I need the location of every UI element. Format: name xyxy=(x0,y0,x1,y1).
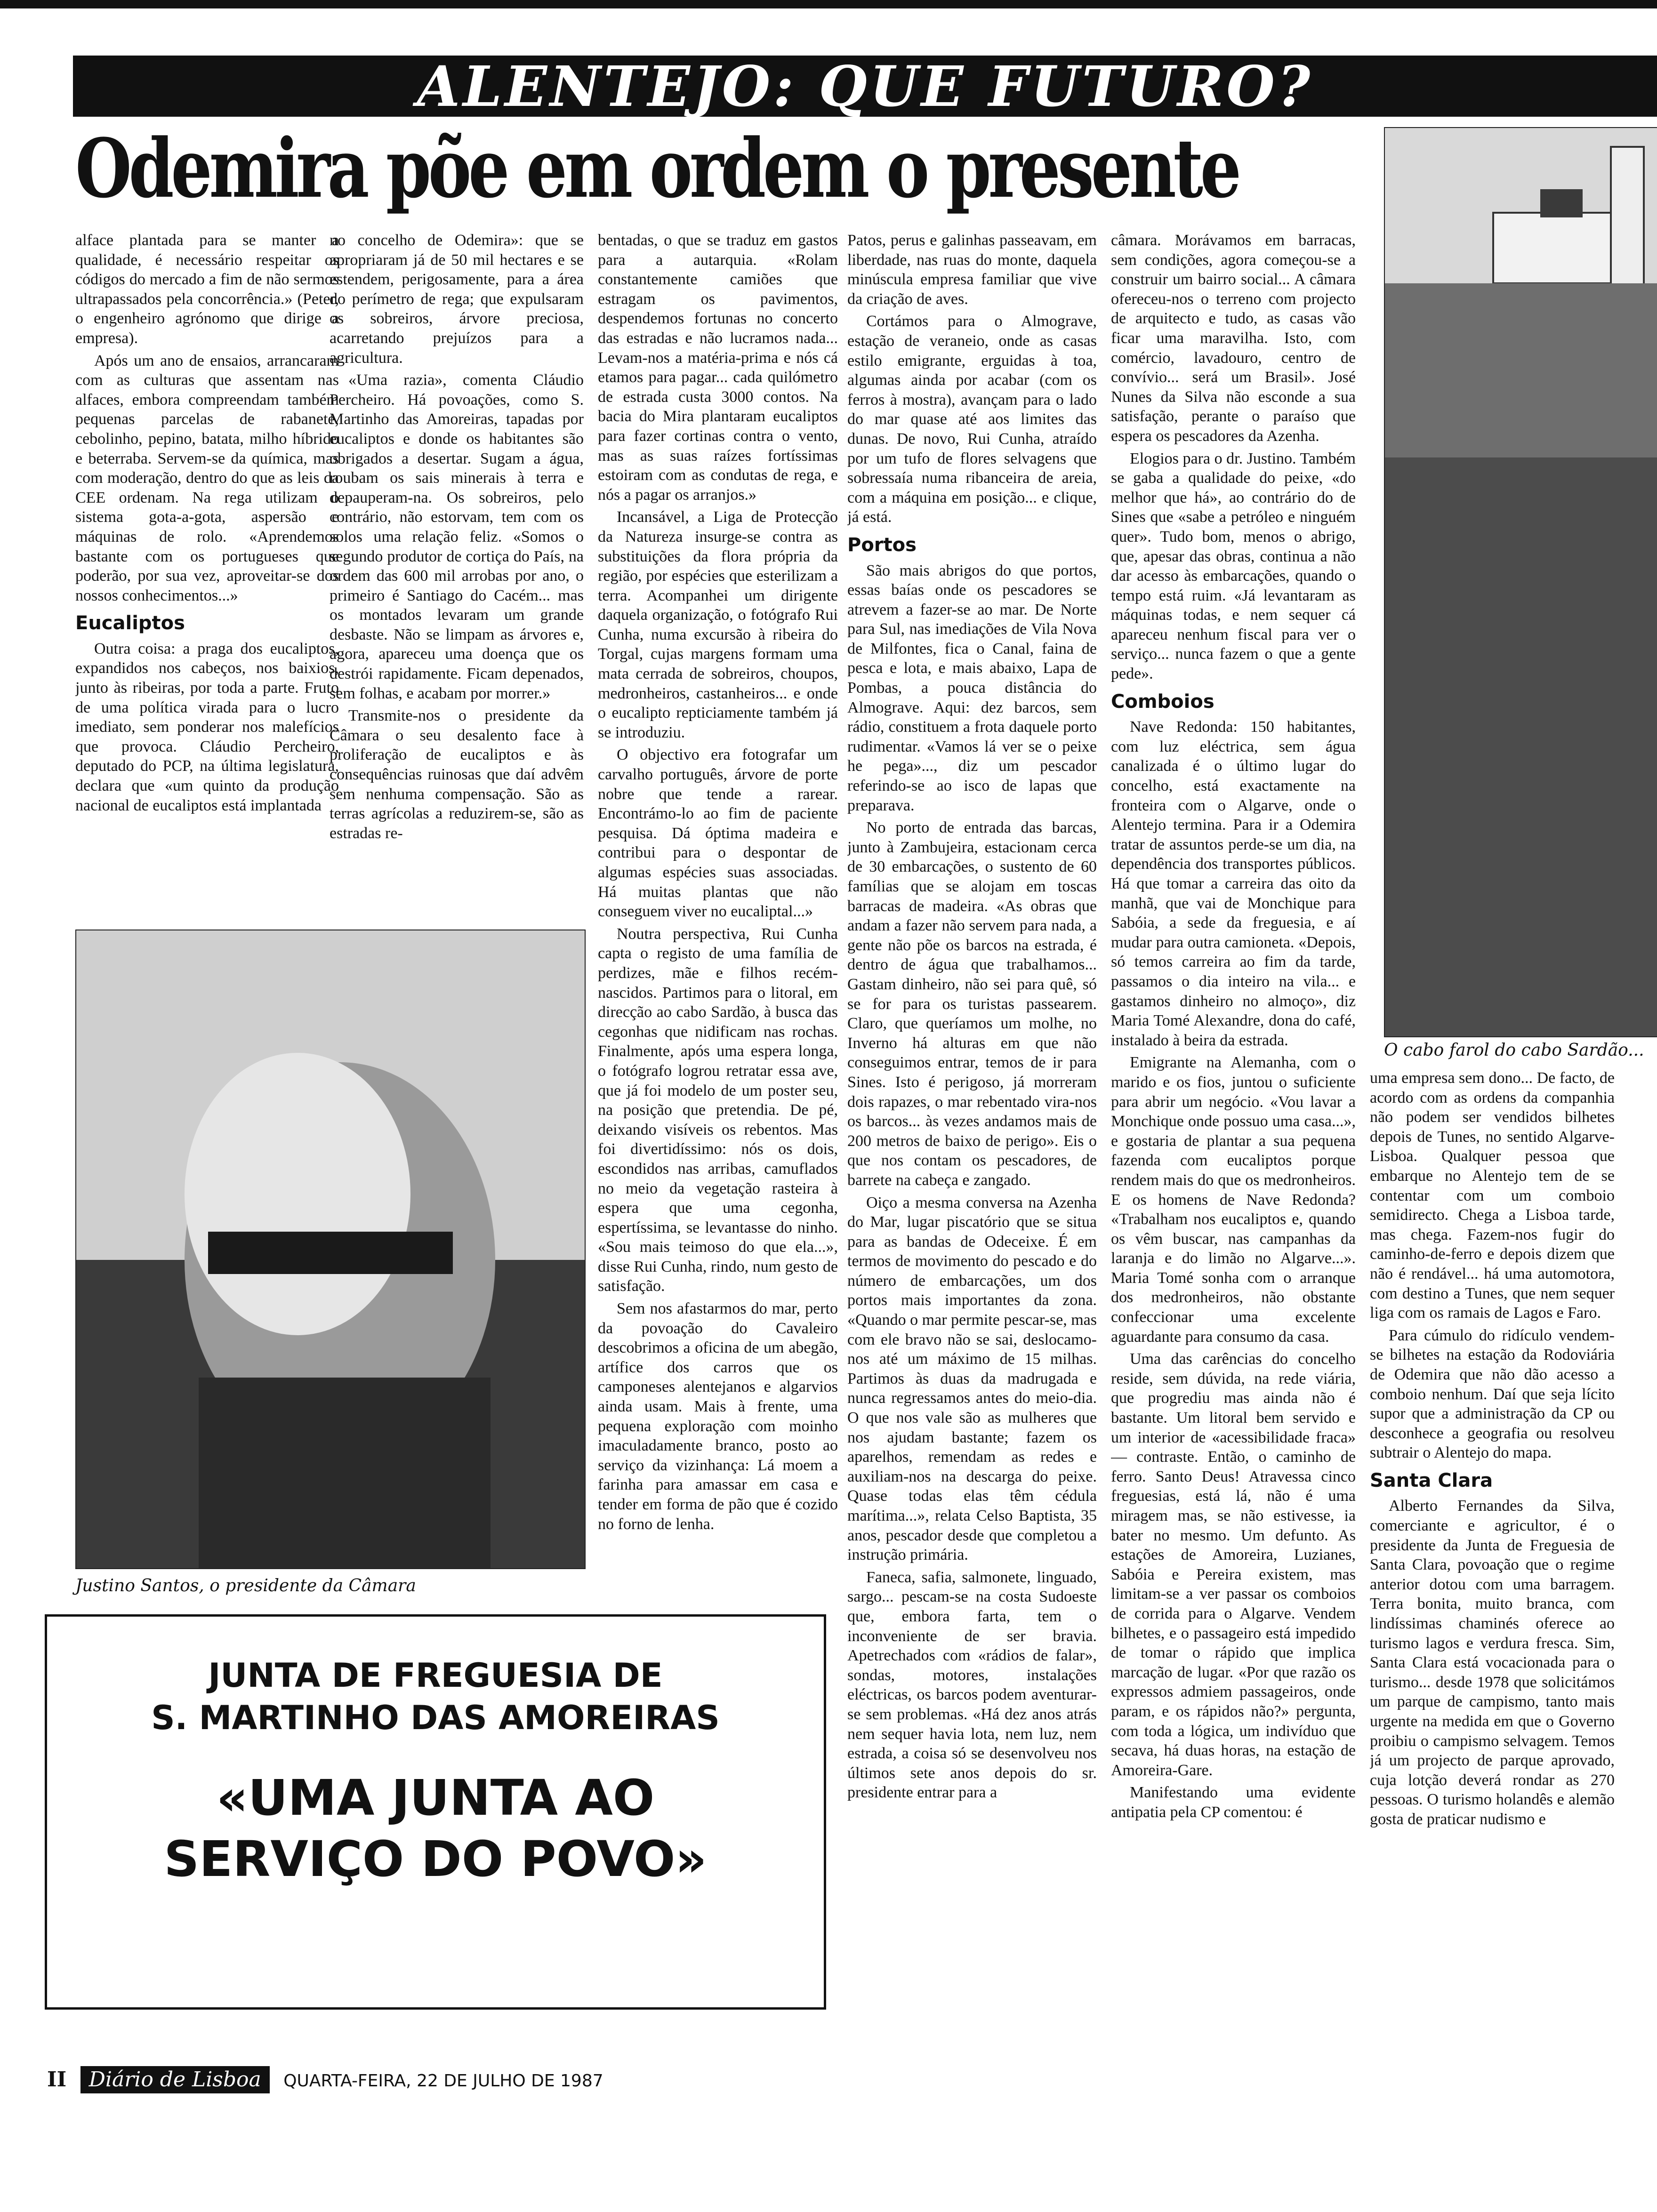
portrait-caption: Justino Santos, o presidente da Câmara xyxy=(75,1576,416,1595)
paragraph: Oiço a mesma conversa na Azenha do Mar, lugar piscatório que se situa para as bandas de Odeceixe. É em termos de movimento do pescado e do número de embarcações, um dos portos mais importantes da zona. «Quando o mar permite pescar-se, mas com ele bravo não se sai, deslocamo-nos até um máximo de 15 milhas. Partimos às duas da madrugada e nunca regressamos antes do meio-dia. O que nos vale são as mulheres que nos ajudam bastante; fazem os aparelhos, remendam as redes e auxiliam-nos na descarga do peixe. Quase todas elas têm cédula marítima...», relata Celso Baptista, 35 anos, pescador desde que completou a instrução primária. xyxy=(847,1194,1097,1564)
portrait-figure xyxy=(76,930,585,1568)
paragraph: Alberto Fernandes da Silva, comerciante e agricultor, é o presidente da Junta de Freguesia de Santa Clara, povoação que o regime anterior dotou com uma barragem. Terra bonita, muito branca, com lindíssimas chaminés oferece ao turismo lagos e verdura fresca. Sim, Santa Clara está vocacionada para o turismo... desde 1978 que solicitámos um parque de campismo, tanto mais urgente na medida em que o Governo proibiu o campismo selvagem. Temos já um projecto de parque aprovado, cuja lotção deverá rondar as 270 pessoas. O turismo holandês e alemão gosta de praticar nudismo e xyxy=(1370,1497,1615,1828)
paragraph: alface plantada para se manter a qualidade, é necessário respeitar os códigos do mercado a fim de não sermos ultrapassados pela concorrência.» (Peter, o engenheiro agrónomo que dirige a empresa). xyxy=(75,232,339,347)
paragraph: câmara. Morávamos em barracas, sem condições, agora começou-se a construir um bairro social... A câmara ofereceu-nos o terreno com projecto de arquitecto e tudo, as casas vão ficar uma maravilha. Isto, com comércio, lavadouro, centro de convívio... será um Brasil». José Nunes da Silva não esconde a sua satisfação, perante o paraíso que espera os pescadores da Azenha. xyxy=(1111,232,1356,445)
ad-line-1: JUNTA DE FREGUESIA DE xyxy=(208,1656,663,1695)
paragraph: Manifestando uma evidente antipatia pela CP comentou: é xyxy=(1111,1784,1356,1821)
paragraph: uma empresa sem dono... De facto, de acordo com as ordens da companhia não podem ser vendidos bilhetes depois de Tunes, no sentido Algarve-Lisboa. Qualquer pessoa que embarque no Alentejo tem de se contentar com um comboio semidirecto. Chega a Lisboa tarde, mas chega. Fazem-nos fugir do caminho-de-ferro e depois dizem que não é rendável... há uma automotora, com destino a Tunes, que nem sequer liga com os ramais de Lagos e Faro. xyxy=(1370,1069,1615,1322)
paragraph: Outra coisa: a praga dos eucaliptos, expandidos nos cabeços, nos baixios, junto às ribeiras, por toda a parte. Fruto de uma política virada para o lucro imediato, sem ponderar nos malefícios que provoca. Cláudio Percheiro, deputado do PCP, na última legislatura, declara que «um quinto da produção nacional de eucaliptos está implantada xyxy=(75,640,339,814)
ad-line-4: SERVIÇO DO POVO» xyxy=(164,1830,707,1888)
paragraph: Faneca, safia, salmonete, linguado, sargo... pescam-se na costa Sudoeste que, embora farta, tem o inconveniente de ser bravia. Apetrechados com «rádios de falar», sondas, motores, instalações eléctricas, os barcos podem aventurar-se sem problemas. «Há dez anos atrás nem sequer havia lota, nem luz, nem estrada, a coisa só se desenvolveu nos últimos sete anos depois do sr. presidente entrar para a xyxy=(847,1568,1097,1802)
top-rule xyxy=(0,0,1657,8)
article-column-1 xyxy=(75,231,339,922)
paragraph: Noutra perspectiva, Rui Cunha capta o registo de uma família de perdizes, mãe e filhos recém-nascidos. Partimos para o litoral, em direcção ao cabo Sardão, à busca das cegonhas que nidificam nas rochas. Finalmente, após uma espera longa, o fotógrafo logrou retratar essa ave, que já foi modelo de um poster seu, na posição que pretendia. De pé, deixando visíveis os rebentos. Mas foi divertidíssimo: nós os dois, escondidos nas arribas, camuflados no meio da vegetação rasteira à espera que uma cegonha, espertíssima, se levantasse do ninho. «Sou mais teimoso do que ela...», disse Rui Cunha, rindo, num gesto de satisfação. xyxy=(598,925,838,1295)
paragraph: Uma das carências do concelho reside, sem dúvida, na rede viária, que progrediu mas ainda não é bastante. Um litoral bem servido e um interior de «acessibilidade fraca» — contraste. Então, o caminho de ferro. Santo Deus! Atravessa cinco freguesias, está lá, não é uma miragem mas, se não estivesse, ia bater no mesmo. Um defunto. As estações de Amoreira, Luzianes, Sabóia e Pereira existem, mas limitam-se a ver passar os comboios de corrida para o Algarve. Vendem bilhetes, e o passageiro está impedido de tomar o rápido que implica marcação de lugar. «Por que razão os expressos admiem passageiros, onde param, e os rápidos não?» pergunta, com toda a lógica, um indivíduo que secava, há duas horas, na estação de Amoreira-Gare. xyxy=(1111,1350,1356,1779)
masthead-logo: Diário de Lisboa xyxy=(80,2066,270,2093)
ad-line-3: «UMA JUNTA AO xyxy=(216,1769,655,1827)
paragraph: Nave Redonda: 150 habitantes, com luz eléctrica, sem água canalizada é o último lugar do concelho, está exactamente na fronteira com o Algarve, onde o Alentejo termina. Para ir a Odemira tratar de assuntos perde-se um dia, na dependência dos transportes públicos. Há que tomar a carreira das oito da manhã, que vai de Monchique para Sabóia, a sede da freguesia, e aí mudar para outra camioneta. «Depois, só temos carreira ao fim da tarde, passamos o dia inteiro na vila... e gastamos dinheiro no almoço», diz Maria Tomé Alexandre, dona do café, instalado à beira da estrada. xyxy=(1111,718,1356,1049)
article-column-3 xyxy=(598,231,838,1638)
paragraph: no concelho de Odemira»: que se apropriaram já de 50 mil hectares e se estendem, perigosamente, para a área do perímetro de rega; que expulsaram os sobreiros, árvore preciosa, acarretando prejuízos para a agricultura. xyxy=(330,232,584,367)
paragraph: Após um ano de ensaios, arrancaram com as culturas que assentam nas alfaces, embora compreendam também pequenas parcelas de rabanete, cebolinho, pepino, batata, milho híbrido e beterraba. Servem-se da química, mas com moderação, dentro do que as leis da CEE ordenam. Na rega utilizam o sistema gota-a-gota, aspersão e máquinas de rolo. «Aprendemos bastante com os portugueses que poderão, por sua vez, aproveitar-se dos nossos conhecimentos...» xyxy=(75,352,339,604)
page-number: II xyxy=(47,2068,67,2092)
paragraph: No porto de entrada das barcas, junto à Zambujeira, estacionam cerca de 30 embarcações, o sustento de 60 famílias que se alojam em toscas barracas de madeira. «As obras que andam a fazer não servem para nada, a gente não põe os barcos na estrada, é dentro de água que trabalhamos... Gastam dinheiro, não sei para quê, só se for para os turistas passearem. Claro, que queríamos um molhe, no Inverno há alturas em que não conseguimos entrar, temos de ir para Sines. Isto é perigoso, já morreram dois rapazes, o mar rebentado vira-nos os barcos... às vezes andamos mais de 200 metros de baixo de perigo». Eis o que nos contam os pescadores, de barrete na cabeça e zangado. xyxy=(847,819,1097,1189)
paragraph: Emigrante na Alemanha, com o marido e os fios, juntou o suficiente para abrir um negócio. «Vou lavar a Monchique onde possuo uma casa...», e gostaria de plantar a sua pequena fazenda com eucaliptos porque rendem mais do que os medronheiros. E os homens de Nave Redonda? «Trabalham nos eucaliptos e, quando os vêm buscar, nas campanhas da laranja e do limão no Algarve...». Maria Tomé sonha com o arranque dos medronheiros, não obstante confeccionar uma excelente aguardante para consumo da casa. xyxy=(1111,1054,1356,1346)
paragraph: Sem nos afastarmos do mar, perto da povoação do Cavaleiro descobrimos a oficina de um abegão, artífice dos carros que os camponeses alentejanos e algarvios ainda usam. Mais à frente, uma pequena exploração com moinho imaculadamente branco, posto ao serviço da vizinhança: Lá moem a farinha para amassar em casa e tender em forma de pão que é cozido no forno de lenha. xyxy=(598,1300,838,1533)
paragraph: «Uma razia», comenta Cláudio Percheiro. Há povoações, como S. Martinho das Amoreiras, tapadas por eucaliptos e donde os habitantes são obrigados a desertar. Sugam a água, roubam os sais minerais à terra e depauperam-na. Os sobreiros, pelo contrário, não estorvam, tem com os solos uma relação feliz. «Somos o segundo produtor de cortiça do País, na ordem das 600 mil arrobas por ano, o primeiro é Santiago do Cacém... mas os montados levaram um grande desbaste. Não se limpam as árvores e, agora, apareceu uma doença que os destrói rapidamente. Ficam depenados, sem folhas, e acabam por morrer.» xyxy=(330,371,584,702)
lighthouse-caption: O cabo farol do cabo Sardão... xyxy=(1384,1041,1644,1060)
article-column-5 xyxy=(1111,231,1356,2052)
paragraph: Patos, perus e galinhas passeavam, em liberdade, nas ruas do monte, daquela minúscula empresa familiar que vive da criação de aves. xyxy=(847,232,1097,308)
article-column-6 xyxy=(1370,1068,1615,2052)
page-footer xyxy=(47,2066,1130,2094)
section-heading: Santa Clara xyxy=(1370,1469,1493,1491)
paragraph: bentadas, o que se traduz em gastos para a autarquia. «Rolam constantemente camiões que estragam os pavimentos, despendemos fortunas no concerto das estradas e não lucramos nada... Levam-nos a matéria-prima e nós cá etamos para pagar... cada quilómetro de estrada custa 3000 contos. Na bacia do Mira plantaram eucaliptos para fazer cortinas contra o vento, mas as suas raízes fortíssimas estoiram com as condutas de rega, e nós a pagar os arranjos.» xyxy=(598,232,838,504)
ad-line-2: S. MARTINHO DAS AMOREIRAS xyxy=(151,1699,720,1737)
section-heading: Portos xyxy=(847,534,917,556)
lighthouse-photo xyxy=(1384,127,1657,1037)
section-heading: Comboios xyxy=(1111,690,1215,713)
paragraph: Cortámos para o Almograve, estação de veraneio, onde as casas estilo emigrante, erguidas à toa, algumas ainda por acabar (com os ferros à mostra), avançam para o lado do mar quase até aos limites das dunas. De novo, Rui Cunha, atraído por um tufo de flores selvagens que sobressaía numa ribanceira de areia, com a máquina em posição... e clique, já está. xyxy=(847,313,1097,526)
paragraph: Incansável, a Liga de Protecção da Natureza insurge-se contra as substituições da flora própria da região, por espécies que esterilizam a terra. Acompanhei um dirigente daquela organização, o fotógrafo Rui Cunha, numa excursão à ribeira do Torgal, cujas margens formam uma mata cerrada de sobreiros, choupos, medronheiros, castanheiros... e onde o eucalipto repticiamente também já se introduziu. xyxy=(598,508,838,741)
footer-date: QUARTA-FEIRA, 22 DE JULHO DE 1987 xyxy=(283,2071,603,2091)
paragraph: O objectivo era fotografar um carvalho português, árvore de porte nobre que tende a rarear. Encontrámo-lo ao fim de paciente pesquisa. Dá óptima madeira e contribui para o despontar de algumas espécies suas associadas. Há muitas plantas que não conseguem viver no eucaliptal...» xyxy=(598,746,838,921)
paragraph: Transmite-nos o presidente da Câmara o seu desalento face à proliferação de eucaliptos e às consequências ruinosas que daí advêm sem nenhuma compensação. São as terras agrícolas a reduzirem-se, são as estradas re- xyxy=(330,707,584,842)
paragraph: Elogios para o dr. Justino. Também se gaba a qualidade do peixe, «do melhor que há», ao contrário do de Sines que «sabe a petróleo e ninguém quer». Tudo bom, menos o abrigo, que, apesar das obras, continua a não dar acesso às embarcações, quando o tempo está ruim. «Já levantaram as máquinas todas, e nem sequer cá apareceu nenhum fiscal para ver o serviço... nunca fazem o que a gente pede». xyxy=(1111,449,1356,683)
advertisement-box xyxy=(45,1614,826,2010)
paragraph: Para cúmulo do ridículo vendem-se bilhetes na estação da Rodoviária de Odemira que não dão acesso a comboio nenhum. Daí que seja lícito supor que a administração da CP ou desconhece a geografia ou resolveu subtrair o Alentejo do mapa. xyxy=(1370,1326,1615,1462)
section-kicker: ALENTEJO: QUE FUTURO? xyxy=(73,56,1657,117)
portrait-photo xyxy=(75,930,586,1569)
page-headline: Odemira põe em ordem o presente xyxy=(75,120,1239,216)
article-column-4 xyxy=(847,231,1097,2052)
section-heading: Eucaliptos xyxy=(75,612,185,634)
paragraph: São mais abrigos do que portos, essas baías onde os pescadores se atrevem a fazer-se ao mar. De Norte para Sul, nas imediações de Vila Nova de Milfontes, fica o Canal, faina de pesca e lota, e mais abaixo, Lapa de Pombas, a pouca distância do Almograve. Aqui: dez barcos, sem rádio, constituem a frota daquele porto rudimentar. «Vamos lá ver se o peixe he pega»..., diz um pescador referindo-se ao isco de lapas que preparava. xyxy=(847,561,1097,814)
article-column-2 xyxy=(330,231,584,922)
lighthouse-figure xyxy=(1385,128,1657,1036)
